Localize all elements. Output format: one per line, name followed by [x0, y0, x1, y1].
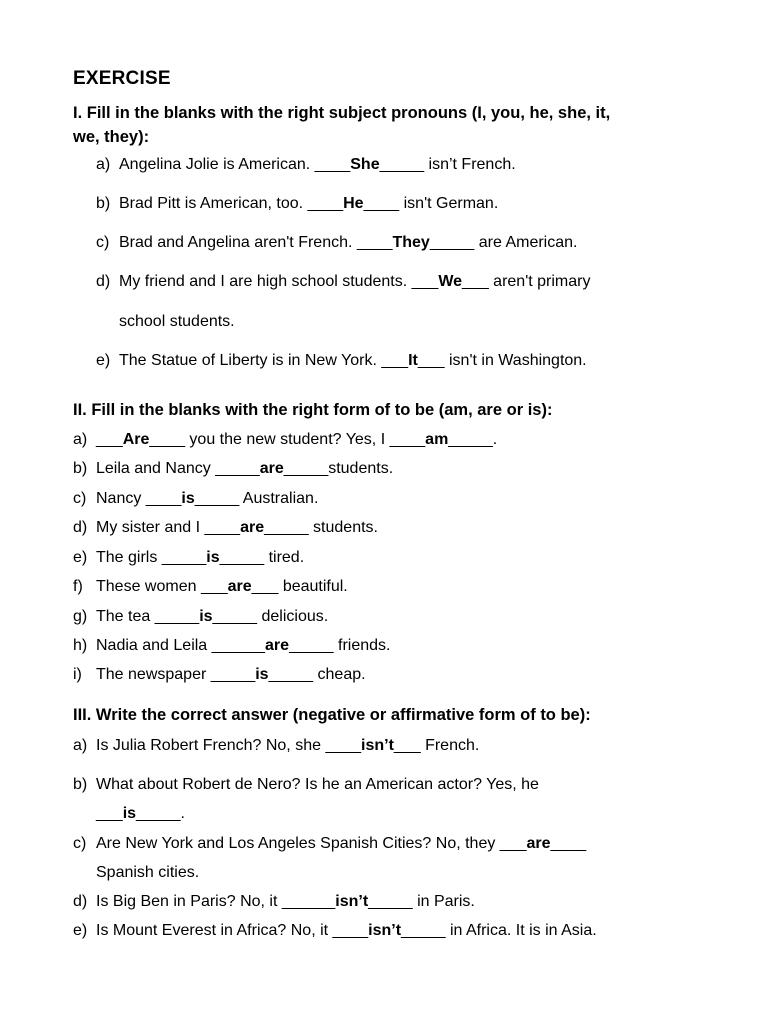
- item-answer: are: [259, 460, 284, 477]
- item-answer: is: [122, 805, 137, 822]
- item-text-before: The Statue of Liberty is in New York. ___: [119, 352, 409, 369]
- s1-item-b: [96, 194, 498, 214]
- item-text-after: _____ are American.: [429, 234, 578, 251]
- item-label: e): [73, 922, 88, 939]
- item-text-after: _____ students.: [264, 519, 378, 536]
- s2-item-g: [73, 607, 328, 627]
- item-text-after: ___ beautiful.: [251, 578, 348, 595]
- item-text-before: ___: [96, 805, 123, 822]
- item-text-before: My sister and I ____: [96, 519, 241, 536]
- item-answer-2: am: [425, 431, 449, 448]
- item-text-after: _____ in Paris.: [368, 893, 475, 910]
- item-text-before: The girls _____: [96, 549, 207, 566]
- item-label: e): [73, 549, 88, 566]
- item-text-before: Nancy ____: [96, 490, 182, 507]
- item-text-before: ___: [96, 431, 123, 448]
- s2-item-i: [73, 665, 366, 685]
- item-label: h): [73, 637, 88, 654]
- item-label: f): [73, 578, 83, 595]
- item-text-after: _____students.: [283, 460, 394, 477]
- item-label: a): [96, 156, 111, 173]
- item-text-before: Nadia and Leila ______: [96, 637, 266, 654]
- item-text-after: ___ aren't primary: [462, 273, 591, 290]
- s2-item-f: [73, 577, 348, 597]
- item-text-before: The tea _____: [96, 608, 200, 625]
- section-1-heading: [73, 101, 693, 149]
- item-answer: is: [206, 549, 220, 566]
- item-text-after-2: _____.: [448, 431, 498, 448]
- item-text-before: My friend and I are high school students. ___: [119, 273, 439, 290]
- item-text-after: _____ cheap.: [268, 666, 366, 683]
- item-text-before: Leila and Nancy _____: [96, 460, 260, 477]
- s1-item-c: [96, 233, 577, 253]
- section-2-heading: II. Fill in the blanks with the right form of to be (am, are or is):: [73, 401, 553, 419]
- item-label: c): [96, 234, 110, 251]
- s2-item-c: [73, 489, 318, 509]
- item-label: d): [96, 273, 111, 290]
- item-label: b): [73, 460, 88, 477]
- item-text-after: ___ isn't in Washington.: [417, 352, 587, 369]
- item-answer: We: [438, 273, 463, 290]
- item-answer: are: [240, 519, 265, 536]
- item-answer: isn’t: [368, 922, 402, 939]
- s3-item-e: [73, 921, 597, 941]
- s2-item-h: [73, 636, 390, 656]
- item-label: a): [73, 737, 88, 754]
- s1-item-d: [96, 272, 590, 292]
- item-text-after: _____ delicious.: [212, 608, 329, 625]
- item-label: b): [73, 776, 88, 793]
- page-title: EXERCISE: [73, 68, 171, 89]
- item-label: c): [73, 835, 87, 852]
- item-answer: They: [392, 234, 430, 251]
- item-label: e): [96, 352, 111, 369]
- item-answer: isn’t: [335, 893, 369, 910]
- item-text-before: Is Mount Everest in Africa? No, it ____: [96, 922, 369, 939]
- item-text-before: The newspaper _____: [96, 666, 256, 683]
- item-text-after: ____ isn't German.: [363, 195, 499, 212]
- s3-item-a: [73, 736, 479, 756]
- s2-item-a: [73, 430, 497, 450]
- item-text-after: _____ isn’t French.: [379, 156, 516, 173]
- item-label: a): [73, 431, 88, 448]
- s1-item-d-continuation: school students.: [119, 313, 235, 330]
- section-3-heading: III. Write the correct answer (negative or affirmative form of to be):: [73, 706, 591, 724]
- item-text-after: _____.: [136, 805, 185, 822]
- item-text-before: Angelina Jolie is American. ____: [119, 156, 351, 173]
- item-label: g): [73, 608, 88, 625]
- section-1-heading-line-1: I. Fill in the blanks with the right subject pronouns (I, you, he, she, it,: [73, 104, 611, 122]
- section-1-heading-line-2: we, they):: [73, 128, 150, 146]
- item-answer: is: [255, 666, 269, 683]
- item-text-after: _____ tired.: [219, 549, 305, 566]
- item-answer: is: [199, 608, 213, 625]
- item-answer: isn’t: [361, 737, 394, 754]
- item-text-after: _____ friends.: [289, 637, 391, 654]
- item-text-before: Brad Pitt is American, too. ____: [119, 195, 344, 212]
- s1-item-a: [96, 155, 516, 175]
- s2-item-e: [73, 548, 304, 568]
- s2-item-d: [73, 518, 378, 538]
- item-answer: He: [343, 195, 364, 212]
- item-text-before: These women ___: [96, 578, 228, 595]
- item-text-before: What about Robert de Nero? Is he an American actor? Yes, he: [96, 776, 539, 793]
- s3-item-b-continuation: [96, 804, 185, 824]
- item-answer: are: [227, 578, 252, 595]
- s3-item-c-continuation: Spanish cities.: [96, 864, 200, 881]
- s2-item-b: [73, 459, 393, 479]
- s3-item-b: [73, 775, 539, 795]
- item-text-before: Is Big Ben in Paris? No, it ______: [96, 893, 336, 910]
- item-answer: are: [265, 637, 290, 654]
- item-answer: It: [408, 352, 418, 369]
- item-text-after: _____ Australian.: [194, 490, 319, 507]
- item-text-before: Brad and Angelina aren't French. ____: [119, 234, 393, 251]
- item-answer: are: [526, 835, 551, 852]
- s1-item-e: [96, 351, 587, 371]
- item-label: b): [96, 195, 111, 212]
- item-answer: is: [181, 490, 195, 507]
- item-label: i): [73, 666, 82, 683]
- item-text-after: _____ in Africa. It is in Asia.: [401, 922, 597, 939]
- item-label: d): [73, 893, 88, 910]
- item-text-before: Are New York and Los Angeles Spanish Cities? No, they ___: [96, 835, 527, 852]
- item-text-before: Is Julia Robert French? No, she ____: [96, 737, 362, 754]
- item-answer: She: [350, 156, 380, 173]
- item-text-after: ____: [550, 835, 587, 852]
- item-answer: Are: [122, 431, 150, 448]
- item-text-after: ____ you the new student? Yes, I ____: [149, 431, 426, 448]
- s3-item-d: [73, 892, 475, 912]
- item-label: c): [73, 490, 87, 507]
- s3-item-c: [73, 834, 586, 854]
- item-label: d): [73, 519, 88, 536]
- item-text-after: ___ French.: [393, 737, 480, 754]
